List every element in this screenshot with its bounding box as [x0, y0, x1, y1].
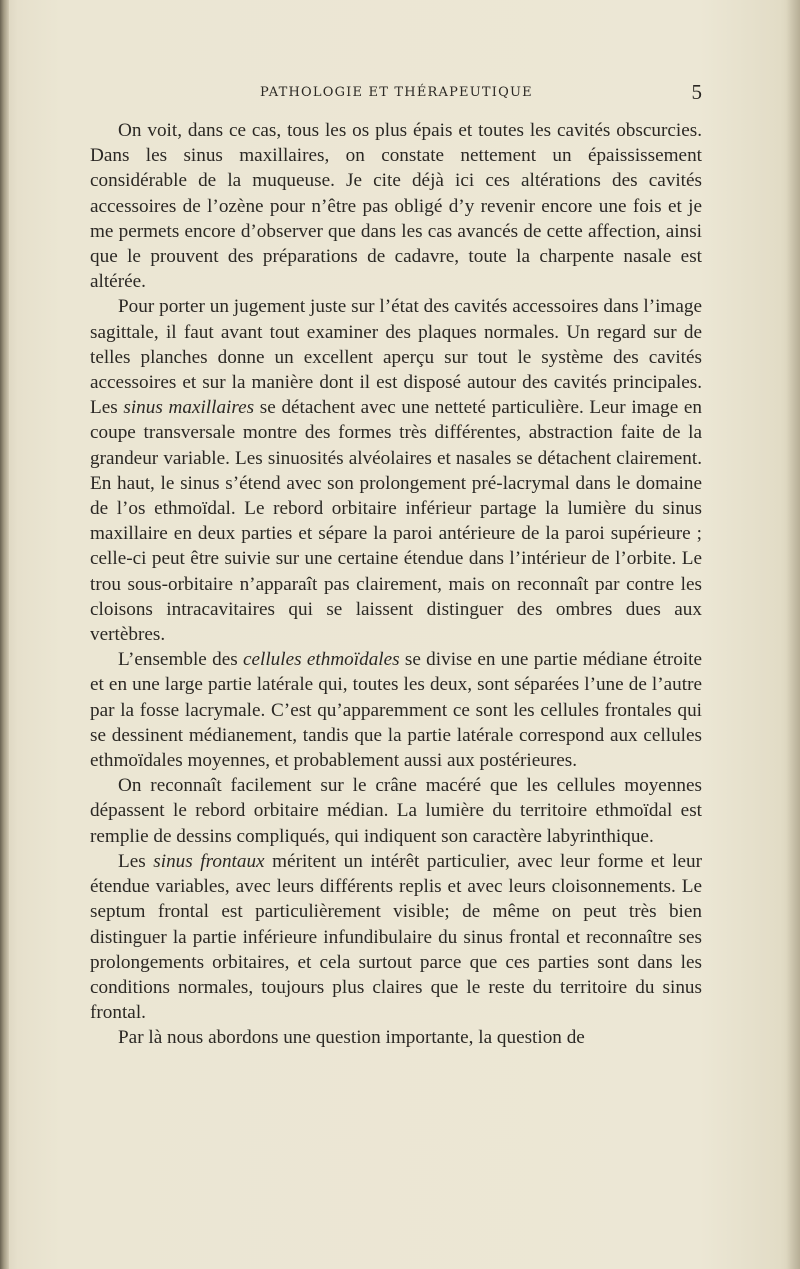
page-binding-shadow: [0, 0, 9, 1269]
text-run: On voit, dans ce cas, tous les os plus épais et toutes les cavités obscurcies. Dans les sinus maxillaires, on constate nettement un épaississement considérable de la muqueuse. Je cite déjà ici ces altérations des cavités accessoires de l’ozène pour n’être pas obligé d’y revenir encore une fois et je me permets encore d’observer que dans les cas avancés de cette affection, ainsi que le prouvent des préparations de cadavre, toute la charpente nasale est altérée.: [90, 120, 702, 293]
paragraph: [90, 1025, 702, 1050]
italic-term-sinus-frontaux: sinus frontaux: [153, 850, 265, 872]
paragraph: [90, 647, 702, 773]
text-run: se détachent avec une netteté particulière. Leur image en coupe transversale montre des formes très différentes, abstraction faite de la grandeur variable. Les sinuosités alvéolaires et nasales se détachent clairement. En haut, le sinus s’étend avec son prolongement pré-lacrymal dans le domaine de l’os ethmoïdal. Le rebord orbitaire inférieur partage la lumière du sinus maxillaire en deux parties et sépare la paroi antérieure de la paroi supérieure ; celle-ci peut être suivie sur une certaine étendue dans l’intérieur de l’orbite. Le trou sous-orbitaire n’apparaît pas clairement, mais on reconnaît par contre les cloisons intracavitaires qui se laissent distinguer des ombres dues aux vertèbres.: [90, 397, 702, 646]
italic-term-cellules-ethmoidales: cellules ethmoïdales: [242, 649, 400, 671]
paragraph: [90, 118, 702, 294]
page-number: 5: [691, 80, 702, 104]
page-header: [90, 82, 702, 108]
text-run: Les: [118, 850, 154, 872]
text-run: méritent un intérêt particulier, avec leur forme et leur étendue variables, avec leurs différents replis et avec leurs cloisonnements. Le septum frontal est particulièrement visible; de même on peut très bien distinguer la partie inférieure infundibulaire du sinus frontal et reconnaître ses prolongements orbitaires, et cela surtout parce que ces parties sont dans les conditions normales, toujours plus claires que le reste du territoire du sinus frontal.: [90, 850, 702, 1024]
paragraph: [90, 294, 702, 647]
page-edge-shadow: [786, 0, 800, 1269]
text-run: Pour porter un jugement juste sur l’état des cavités accessoires dans l’image sagittale, il faut avant tout examiner des plaques normales. Un regard sur de telles planches donne un excellent aperçu sur tout le système des cavités accessoires et sur la manière dont il est disposé autour des cavités principales. Les: [90, 296, 702, 419]
paragraph: [90, 773, 702, 849]
paragraph: [90, 849, 702, 1025]
running-title: PATHOLOGIE ET THÉRAPEUTIQUE: [260, 85, 533, 100]
text-run: L’ensemble des: [118, 649, 243, 671]
text-run: se divise en une partie médiane étroite et en une large partie latérale qui, toutes les deux, sont séparées l’une de l’autre par la fosse lacrymale. C’est qu’apparemment ce sont les cellules frontales qui se dessinent médianement, tandis que la partie latérale correspond aux cellules ethmoïdales moyennes, et probablement aussi aux postérieures.: [90, 649, 702, 772]
body-text: [90, 118, 702, 1051]
text-run: On reconnaît facilement sur le crâne macéré que les cellules moyennes dépassent le rebord orbitaire médian. La lumière du territoire ethmoïdal est remplie de dessins compliqués, qui indiquent son caractère labyrinthique.: [90, 775, 702, 847]
italic-term-sinus-maxillaires: sinus maxillaires: [123, 397, 255, 419]
text-run: Par là nous abordons une question importante, la question de: [118, 1027, 585, 1049]
